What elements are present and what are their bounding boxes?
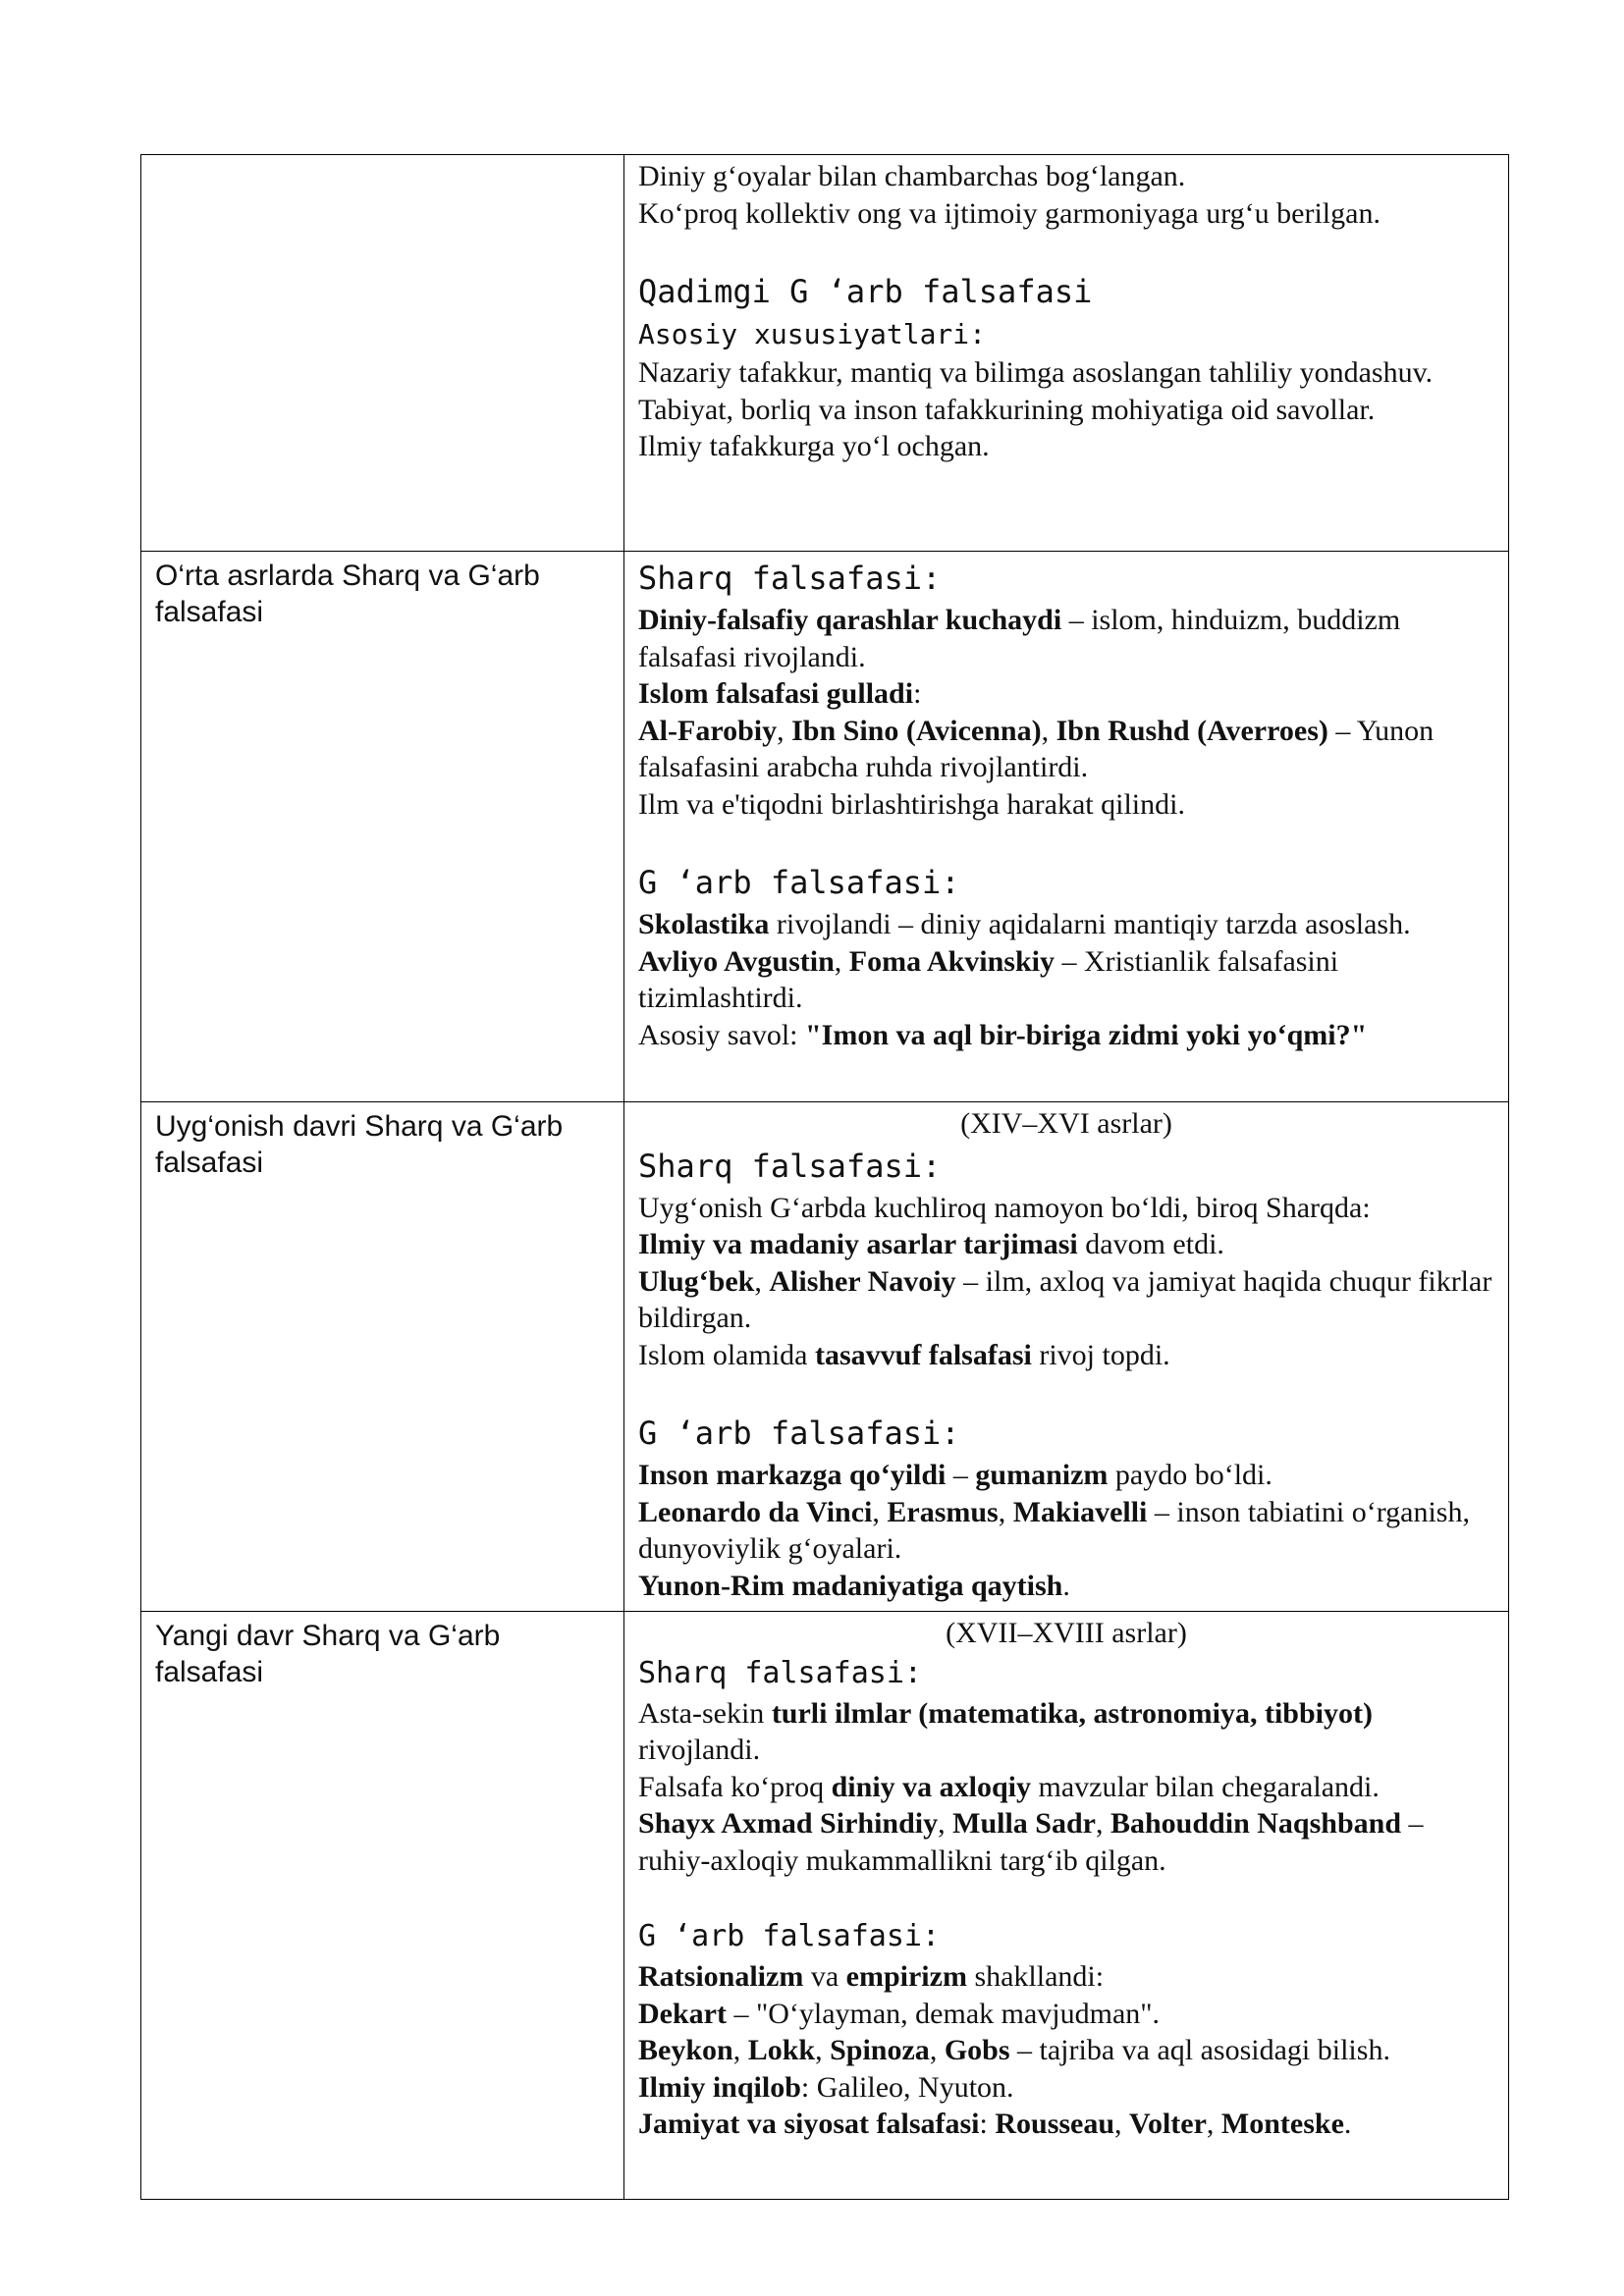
bold-text: tasavvuf falsafasi bbox=[814, 1338, 1032, 1371]
text-span: Falsafa ko‘proq bbox=[638, 1770, 832, 1803]
row-content-cell bbox=[624, 1102, 1509, 1612]
bold-text: Jamiyat va siyosat falsafasi bbox=[638, 2108, 980, 2140]
bold-text: Al-Farobiy bbox=[638, 714, 778, 747]
text-line: Ilmiy tafakkurga yo‘l ochgan. bbox=[638, 430, 990, 462]
bold-text: Monteske bbox=[1220, 2108, 1344, 2140]
text-span: rivoj topdi. bbox=[1031, 1338, 1170, 1371]
text-line bbox=[638, 1568, 1494, 1605]
row-label: Uyg‘onish davri Sharq va G‘arb falsafasi bbox=[155, 1110, 564, 1179]
table-row-renaissance bbox=[141, 1102, 1509, 1612]
text-span: , bbox=[1095, 1807, 1110, 1840]
bold-text: Lokk bbox=[747, 2034, 816, 2066]
table-row-ancient bbox=[141, 155, 1509, 552]
bold-text: Alisher Navoiy bbox=[769, 1264, 956, 1298]
bold-text: Mulla Sadr bbox=[952, 1807, 1096, 1840]
text-span: paydo bo‘ldi. bbox=[1108, 1459, 1272, 1491]
table-row-modern bbox=[141, 1612, 1509, 2200]
text-span: : Galileo, Nyuton. bbox=[800, 2070, 1014, 2104]
text-span: , bbox=[754, 1264, 770, 1298]
text-span: – ilm, axloq va jamiyat haqida chuqur fikrlar bildirgan. bbox=[638, 1264, 1492, 1334]
text-span: Islom olamida bbox=[638, 1338, 815, 1371]
row-label-cell bbox=[141, 155, 624, 552]
text-line bbox=[638, 1337, 1494, 1374]
text-line bbox=[638, 1457, 1494, 1494]
table-row-middle-ages bbox=[141, 552, 1509, 1102]
bold-text: Shayx Axmad Sirhindiy bbox=[638, 1807, 939, 1840]
text-span: . bbox=[1343, 2108, 1352, 2140]
text-span: – tajriba va aql asosidagi bilish. bbox=[1009, 2034, 1390, 2066]
bold-text: Ibn Rushd (Averroes) bbox=[1056, 714, 1328, 747]
bold-text: Inson markazga qo‘yildi bbox=[638, 1459, 947, 1491]
bold-text: turli ilmlar (matematika, astronomiya, tibbiyot) bbox=[771, 1696, 1373, 1730]
bold-text: gumanizm bbox=[975, 1459, 1109, 1491]
text-line bbox=[638, 1958, 1494, 1996]
text-span: : bbox=[979, 2108, 996, 2140]
text-line bbox=[638, 1494, 1494, 1568]
text-span: , bbox=[929, 2034, 945, 2066]
bold-text: Spinoza bbox=[830, 2034, 930, 2066]
text-line bbox=[638, 906, 1494, 943]
bold-text: Islom falsafasi gulladi bbox=[638, 677, 914, 710]
row-label bbox=[141, 155, 623, 161]
text-line bbox=[638, 2032, 1494, 2069]
bold-text: Ilmiy inqilob bbox=[638, 2070, 801, 2104]
bold-text: Avliyo Avgustin bbox=[638, 944, 835, 978]
row-content-cell bbox=[624, 155, 1509, 552]
text-span: . bbox=[1062, 1569, 1070, 1602]
text-span: davom etdi. bbox=[1077, 1228, 1224, 1260]
bold-text: Beykon bbox=[638, 2034, 733, 2066]
text-span: – islom, hinduizm, buddizm falsafasi rivojlandi. bbox=[638, 604, 1401, 673]
bold-text: Leonardo da Vinci bbox=[638, 1495, 873, 1528]
text-line bbox=[638, 602, 1494, 675]
row-content-cell bbox=[624, 1612, 1509, 2200]
section-heading-east: Sharq falsafasi: bbox=[638, 1655, 922, 1690]
bold-text: Ilmiy va madaniy asarlar tarjimasi bbox=[638, 1228, 1078, 1260]
text-span: , bbox=[1114, 2108, 1130, 2140]
text-line bbox=[638, 1695, 1494, 1769]
bold-text: Gobs bbox=[944, 2034, 1010, 2066]
section-heading-east: Sharq falsafasi: bbox=[638, 1147, 942, 1185]
text-line bbox=[638, 1017, 1494, 1054]
row-label: Yangi davr Sharq va G‘arb falsafasi bbox=[155, 1620, 501, 1688]
text-span: – inson tabiatini o‘rganish, dunyoviylik g‘oyalari. bbox=[638, 1495, 1470, 1565]
text-span: , bbox=[834, 944, 849, 978]
text-span: – ruhiy-axloqiy mukammallikni targ‘ib qilgan. bbox=[638, 1807, 1424, 1877]
text-span: rivojlandi. bbox=[638, 1734, 761, 1766]
text-line: Nazariy tafakkur, mantiq va bilimga asoslangan tahliliy yondashuv. bbox=[638, 356, 1434, 389]
text-span: va bbox=[803, 1960, 846, 1993]
bold-text: Volter bbox=[1129, 2108, 1207, 2140]
text-span: – "O‘ylayman, demak mavjudman". bbox=[726, 1997, 1161, 2030]
text-line: Uyg‘onish G‘arbda kuchliroq namoyon bo‘ldi, biroq Sharqda: bbox=[638, 1191, 1371, 1224]
bold-text: Skolastika bbox=[638, 908, 770, 940]
bold-text: "Imon va aql bir-biriga zidmi yoki yo‘qmi?" bbox=[805, 1018, 1368, 1051]
text-span: , bbox=[1041, 714, 1056, 747]
text-line bbox=[638, 1805, 1494, 1879]
section-subheading: Asosiy xususiyatlari: bbox=[638, 318, 987, 350]
bold-text: Diniy-falsafiy qarashlar kuchaydi bbox=[638, 604, 1062, 636]
text-line: Diniy g‘oyalar bilan chambarchas bog‘langan. bbox=[638, 160, 1186, 192]
bold-text: Bahouddin Naqshband bbox=[1110, 1807, 1402, 1840]
text-line bbox=[638, 1226, 1494, 1263]
bold-text: diniy va axloqiy bbox=[831, 1770, 1032, 1803]
bold-text: Rousseau bbox=[995, 2108, 1115, 2140]
text-line bbox=[638, 675, 1494, 713]
bold-text: Yunon-Rim madaniyatiga qaytish bbox=[638, 1569, 1063, 1602]
text-line bbox=[638, 943, 1494, 1017]
text-span: , bbox=[938, 1807, 953, 1840]
text-span: , bbox=[998, 1495, 1013, 1528]
bold-text: Dekart bbox=[638, 1997, 727, 2030]
bold-text: Foma Akvinskiy bbox=[848, 944, 1055, 978]
text-line bbox=[638, 713, 1494, 786]
text-span: – Xristianlik falsafasini tizimlashtirdi. bbox=[638, 944, 1339, 1014]
philosophy-table bbox=[140, 154, 1509, 2200]
row-content-cell bbox=[624, 552, 1509, 1102]
row-label-cell bbox=[141, 1102, 624, 1612]
text-span: shakllandi: bbox=[966, 1960, 1105, 1993]
text-line bbox=[638, 2106, 1494, 2143]
text-span: , bbox=[1206, 2108, 1221, 2140]
bold-text: Erasmus bbox=[887, 1495, 999, 1528]
text-span: rivojlandi – diniy aqidalarni mantiqiy tarzda asoslash. bbox=[769, 908, 1411, 940]
section-heading-west: G ‘arb falsafasi: bbox=[638, 1919, 941, 1953]
text-span: – Yunon falsafasini arabcha ruhda rivojlantirdi. bbox=[638, 714, 1435, 783]
row-label-cell bbox=[141, 552, 624, 1102]
bold-text: Makiavelli bbox=[1012, 1495, 1148, 1528]
bold-text: empirizm bbox=[845, 1960, 967, 1993]
period-label: (XIV–XVI asrlar) bbox=[960, 1107, 1172, 1140]
text-span: , bbox=[777, 714, 792, 747]
text-line: Tabiyat, borliq va inson tafakkurining mohiyatiga oid savollar. bbox=[638, 393, 1376, 426]
text-span: : bbox=[913, 677, 922, 710]
text-line bbox=[638, 1263, 1494, 1337]
text-line: Ilm va e'tiqodni birlashtirishga harakat qilindi. bbox=[638, 787, 1185, 821]
text-span: Asosiy savol: bbox=[638, 1018, 806, 1051]
text-span: – bbox=[946, 1459, 976, 1491]
text-span: , bbox=[732, 2034, 748, 2066]
text-line bbox=[638, 1769, 1494, 1806]
section-heading-east: Sharq falsafasi: bbox=[638, 560, 942, 597]
period-label: (XVII–XVIII asrlar) bbox=[946, 1617, 1187, 1649]
bold-text: Ratsionalizm bbox=[638, 1960, 804, 1993]
row-label: O‘rta asrlarda Sharq va G‘arb falsafasi bbox=[155, 560, 540, 628]
text-span: , bbox=[872, 1495, 888, 1528]
section-heading-west: G ‘arb falsafasi: bbox=[638, 864, 960, 901]
section-heading-west: G ‘arb falsafasi: bbox=[638, 1415, 960, 1452]
text-line bbox=[638, 2069, 1494, 2107]
bold-text: Ulug‘bek bbox=[638, 1264, 755, 1298]
text-line: Ko‘proq kollektiv ong va ijtimoiy garmoniyaga urg‘u berilgan. bbox=[638, 196, 1380, 230]
row-label-cell bbox=[141, 1612, 624, 2200]
text-span: Asta-sekin bbox=[638, 1696, 772, 1730]
text-line bbox=[638, 1996, 1494, 2033]
section-heading: Qadimgi G ‘arb falsafasi bbox=[638, 273, 1093, 310]
bold-text: Ibn Sino (Avicenna) bbox=[791, 714, 1042, 747]
text-span: , bbox=[815, 2034, 831, 2066]
text-span: mavzular bilan chegaralandi. bbox=[1031, 1770, 1380, 1803]
